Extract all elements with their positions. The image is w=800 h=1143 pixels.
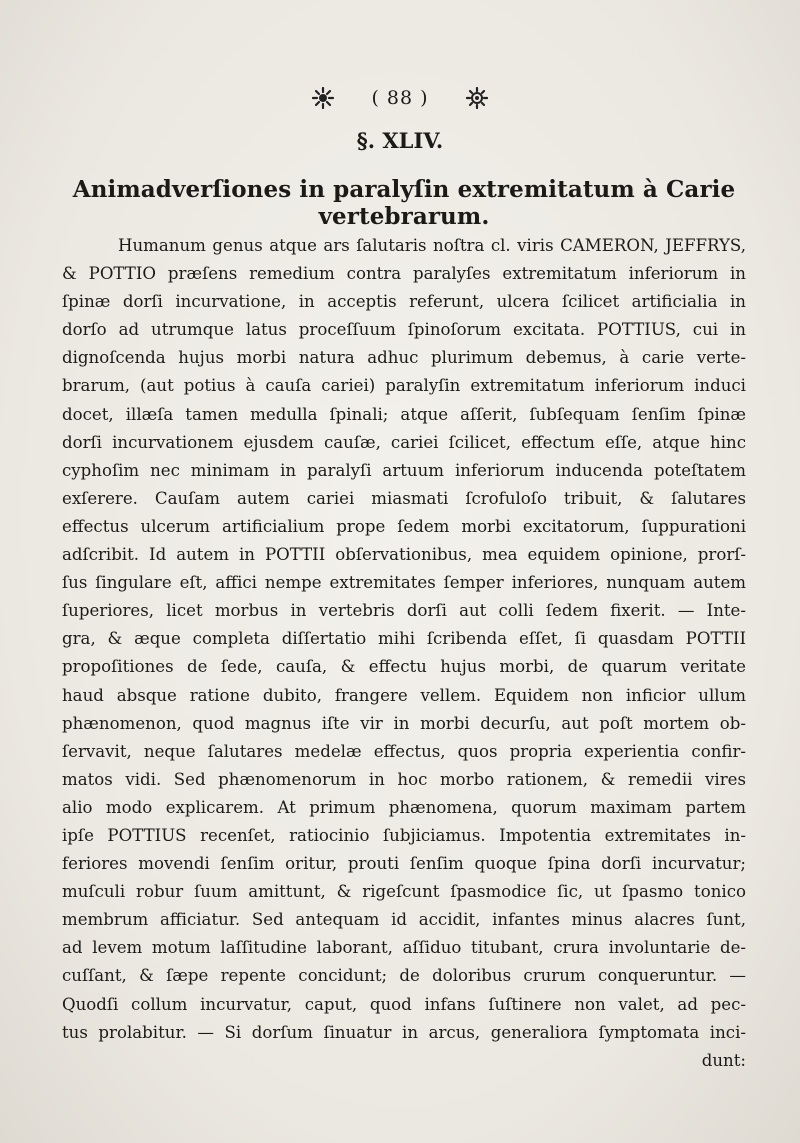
- text-line: phænomenon, quod magnus iſte vir in morbi decurſu, aut poſt mortem ob-: [62, 713, 746, 733]
- text-line: dunt:: [701, 1050, 746, 1070]
- text-line: ſus ſingulare eſt, affici nempe extremitates ſemper inferiores, nunquam autem: [62, 573, 746, 593]
- text-line: ſuperiores, licet morbus in vertebris dorſi aut colli ſedem fixerit. — Inte-: [62, 601, 746, 621]
- text-line: cuſſant, & ſæpe repente concidunt; de doloribus crurum conqueruntur. —: [62, 966, 746, 986]
- body-text: [62, 232, 746, 1075]
- text-line: dorſi incurvationem ejusdem cauſæ, cariei ſcilicet, effectum eſſe, atque hinc: [62, 432, 746, 452]
- text-line: ipſe POTTIUS recenſet, ratiocinio ſubjiciamus. Impotentia extremitates in-: [62, 825, 746, 845]
- text-line: cyphoſim nec minimam in paralyſi artuum inferiorum inducenda poteſtatem: [62, 460, 746, 480]
- text-line: ad levem motum laſſitudine laborant, aſſiduo titubant, crura involuntarie de-: [62, 938, 746, 958]
- ornament-left-icon: [312, 87, 334, 109]
- text-line: exſerere. Cauſam autem cariei miasmati ſcrofuloſo tribuit, & ſalutares: [62, 488, 746, 508]
- text-line: gra, & æque completa diſſertatio mihi ſcribenda eſſet, ſi quasdam POTTII: [62, 629, 746, 649]
- text-line: feriores movendi ſenſim oritur, prouti ſenſim quoque ſpina dorſi incurvatur;: [62, 854, 746, 874]
- text-line: matos vidi. Sed phænomenorum in hoc morbo rationem, & remedii vires: [62, 769, 746, 789]
- section-number: §. XLIV.: [356, 128, 444, 153]
- text-line: membrum afficiatur. Sed antequam id accidit, infantes minus alacres ſunt,: [62, 910, 746, 930]
- text-line: docet, illæſa tamen medulla ſpinali; atque aſſerit, ſubſequam ſenſim ſpinæ: [62, 404, 746, 424]
- text-line: dignoſcenda hujus morbi natura adhuc plurimum debemus, à carie verte-: [62, 348, 746, 368]
- text-line: ſpinæ dorſi incurvatione, in acceptis referunt, ulcera ſcilicet artificialia in: [62, 292, 746, 312]
- text-line: muſculi robur ſuum amittunt, & rigeſcunt ſpasmodice ſic, ut ſpasmo tonico: [62, 882, 746, 902]
- text-line: haud absque ratione dubito, frangere vellem. Equidem non inficior ullum: [62, 685, 746, 705]
- text-line: propoſitiones de ſede, cauſa, & effectu hujus morbi, de quarum veritate: [62, 657, 746, 677]
- text-line: brarum, (aut potius à cauſa cariei) paralyſin extremitatum inferiorum induci: [62, 376, 746, 396]
- text-line: effectus ulcerum artificialium prope ſedem morbi excitatorum, ſuppurationi: [62, 516, 746, 536]
- text-line: tus prolabitur. — Si dorſum ſinuatur in arcus, generaliora ſymptomata inci-: [62, 1022, 746, 1042]
- text-line: Quodſi collum incurvatur, caput, quod infans ſuſtinere non valet, ad pec-: [62, 994, 746, 1014]
- chapter-title: Animadverſiones in paralyſin extremitatum à Carie vertebrarum.: [72, 176, 736, 230]
- text-line: dorſo ad utrumque latus proceſſuum ſpinoſorum excitata. POTTIUS, cui in: [62, 320, 746, 340]
- ornament-right-icon: [466, 87, 488, 109]
- text-line: adſcribit. Id autem in POTTII obſervationibus, mea equidem opinione, prorſ-: [62, 545, 746, 565]
- text-line: Humanum genus atque ars ſalutaris noſtra cl. viris CAMERON, JEFFRYS,: [118, 236, 746, 255]
- text-line: & POTTIO præſens remedium contra paralyſes extremitatum inferiorum in: [62, 264, 746, 284]
- page-header: [0, 86, 800, 109]
- text-line: alio modo explicarem. At primum phænomena, quorum maximam partem: [62, 797, 746, 817]
- page-number: ( 88 ): [371, 87, 429, 109]
- text-line: ſervavit, neque ſalutares medelæ effectus, quos propria experientia confir-: [62, 741, 746, 761]
